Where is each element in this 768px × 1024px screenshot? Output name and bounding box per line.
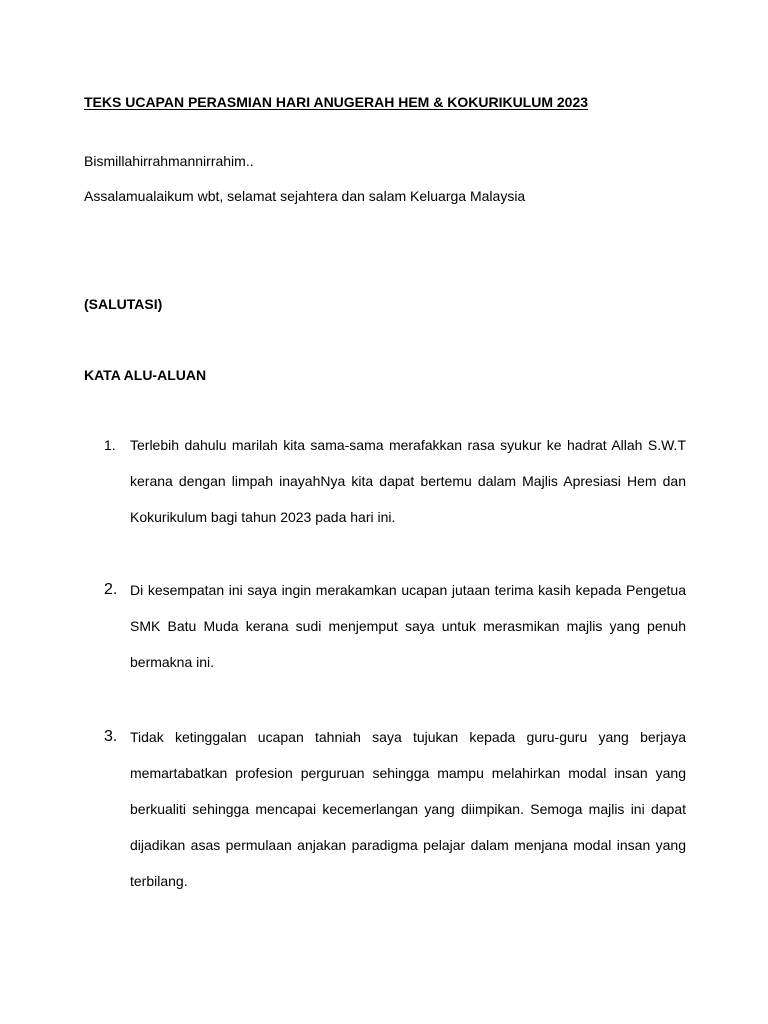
list-item-text: Tidak ketinggalan ucapan tahniah saya tujukan kepada guru-guru yang berjaya memartabatkan profesion perguruan sehingga mampu melahirkan modal insan yang berkualiti sehingga mencapai kecemerlangan yang diimpikan. Semoga majlis ini dapat dijadikan asas permulaan anjakan paradigma pelajar dalam menjana modal insan yang terbilang. [130,729,686,889]
salutation-label: (SALUTASI) [84,296,163,312]
list-item-number: 1. [104,437,116,453]
document-title: TEKS UCAPAN PERASMIAN HARI ANUGERAH HEM & KOKURIKULUM 2023 [84,94,589,110]
greeting-bismillah: Bismillahirrahmannirrahim.. [84,153,254,169]
greeting-salam: Assalamualaikum wbt, selamat sejahtera dan salam Keluarga Malaysia [84,188,526,204]
list-item-number: 3. [104,728,118,745]
list-item-number: 2. [104,581,118,598]
list-item-text: Terlebih dahulu marilah kita sama-sama merafakkan rasa syukur ke hadrat Allah S.W.T kerana dengan limpah inayahNya kita dapat bertemu dalam Majlis Apresiasi Hem dan Kokurikulum bagi tahun 2023 pada hari ini. [130,437,686,525]
section-heading: KATA ALU-ALUAN [84,367,207,383]
list-item-text: Di kesempatan ini saya ingin merakamkan ucapan jutaan terima kasih kepada Pengetua SMK Batu Muda kerana sudi menjemput saya untuk merasmikan majlis yang penuh bermakna ini. [130,582,686,670]
